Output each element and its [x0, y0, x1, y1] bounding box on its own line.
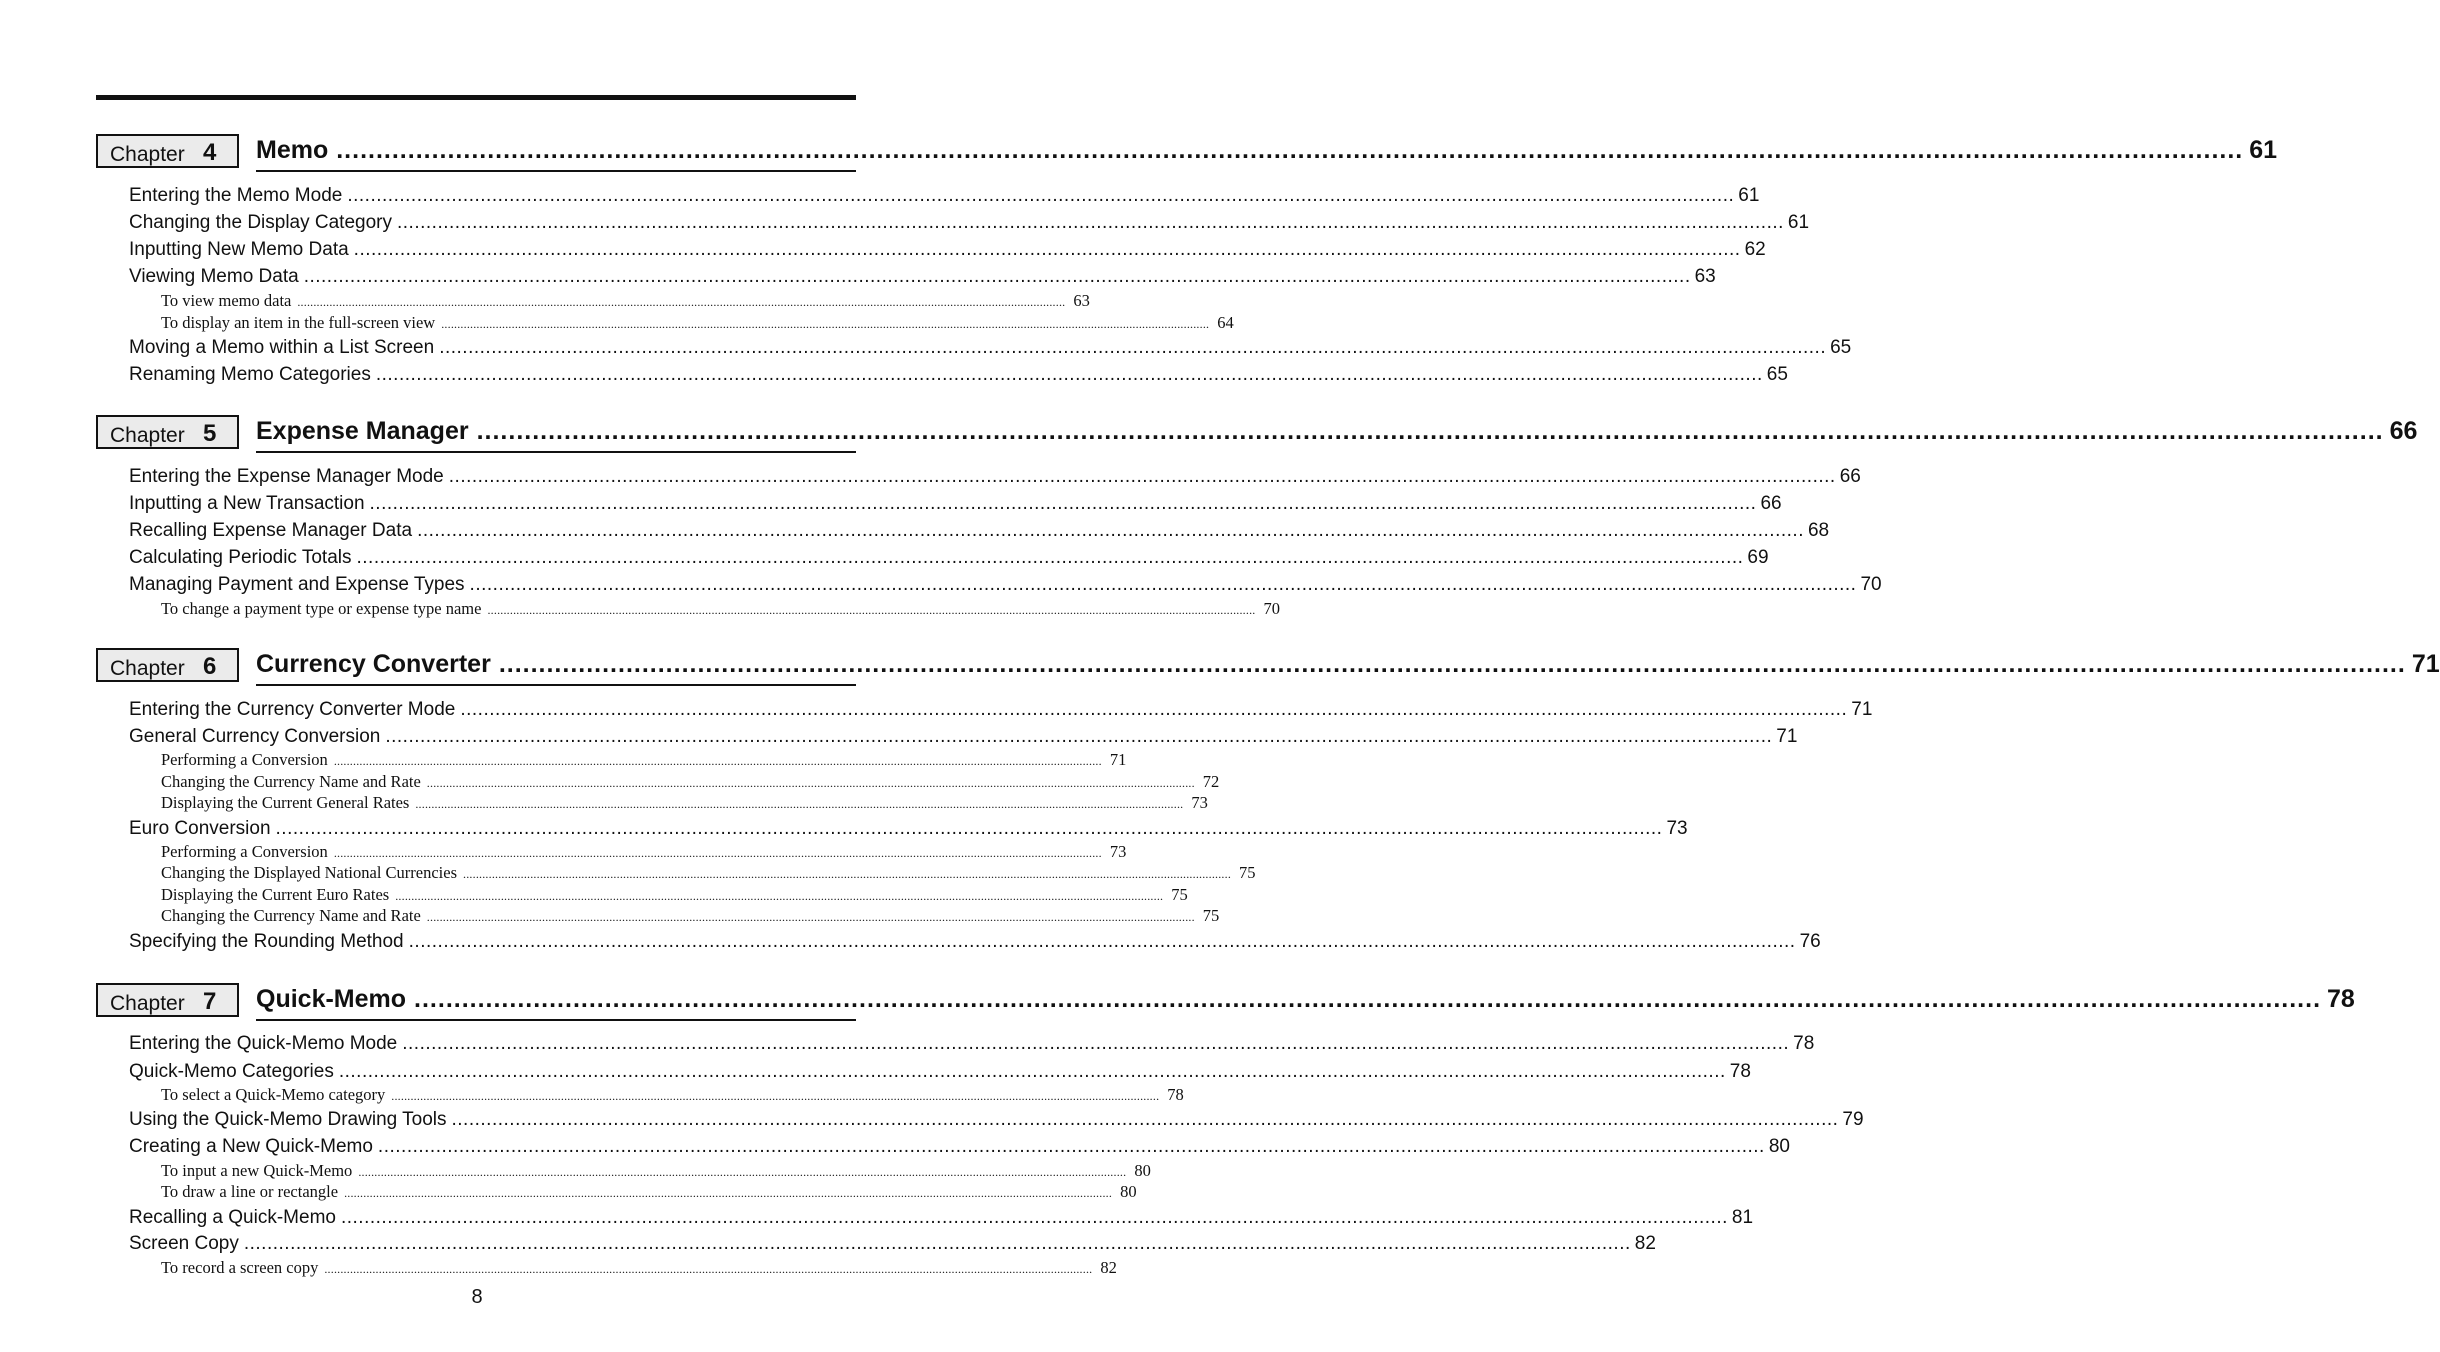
- dot-leader: ................................................................................................................................................................................................................................................: [402, 1033, 1790, 1054]
- chapter-title-row[interactable]: [256, 417, 2418, 453]
- entry-page: 71: [1776, 726, 1798, 747]
- dot-leader: ................................................................................................................................................................................................................................................: [324, 1262, 1093, 1276]
- entry-page: 72: [1202, 772, 1220, 791]
- entry-label: Entering the Expense Manager Mode: [129, 466, 444, 487]
- toc-entry[interactable]: [129, 1233, 1656, 1255]
- toc-subentry[interactable]: [161, 793, 1208, 813]
- chapter-6-header: [96, 648, 2440, 688]
- entry-label: Creating a New Quick-Memo: [129, 1136, 373, 1157]
- toc-entry[interactable]: [129, 493, 1782, 515]
- dot-leader: ................................................................................................................................................................................................................................................: [415, 797, 1184, 811]
- entry-page: 75: [1239, 863, 1256, 882]
- entry-page: 64: [1217, 313, 1234, 332]
- dot-leader: ................................................................................................................................................................................................................................................: [439, 337, 1827, 358]
- entry-label: Entering the Memo Mode: [129, 185, 343, 206]
- entry-page: 62: [1744, 239, 1766, 260]
- dot-leader: ................................................................................................................................................................................................................................................: [476, 417, 2384, 445]
- entry-label: Using the Quick-Memo Drawing Tools: [129, 1109, 447, 1130]
- dot-leader: ................................................................................................................................................................................................................................................: [460, 699, 1848, 720]
- entry-page: 61: [1787, 212, 1810, 233]
- dot-leader: ................................................................................................................................................................................................................................................: [243, 1233, 1631, 1254]
- entry-page: 78: [1167, 1085, 1184, 1104]
- entry-label: Performing a Conversion: [161, 842, 328, 861]
- entry-page: 80: [1120, 1182, 1137, 1201]
- dot-leader: ................................................................................................................................................................................................................................................: [391, 1089, 1160, 1103]
- entry-label: Quick-Memo Categories: [129, 1061, 334, 1082]
- dot-leader: ................................................................................................................................................................................................................................................: [397, 212, 1784, 233]
- dot-leader: ................................................................................................................................................................................................................................................: [336, 136, 2244, 164]
- entry-label: Managing Payment and Expense Types: [129, 574, 465, 595]
- chapter-label-box: [96, 415, 239, 449]
- entry-label: Renaming Memo Categories: [129, 364, 371, 385]
- entry-label: Viewing Memo Data: [129, 266, 299, 287]
- toc-entry[interactable]: [129, 726, 1798, 748]
- entry-label: To view memo data: [161, 291, 292, 310]
- toc-entry[interactable]: [129, 185, 1760, 207]
- toc-entry[interactable]: [129, 547, 1769, 569]
- toc-subentry[interactable]: [161, 772, 1220, 792]
- entry-label: Recalling Expense Manager Data: [129, 520, 413, 541]
- toc-subentry[interactable]: [161, 313, 1234, 333]
- entry-label: To input a new Quick-Memo: [161, 1161, 353, 1180]
- toc-subentry[interactable]: [161, 750, 1127, 770]
- entry-page: 76: [1799, 931, 1821, 952]
- chapter-label-box: [96, 983, 239, 1017]
- chapter-page: 61: [2249, 136, 2278, 164]
- toc-subentry[interactable]: [161, 863, 1256, 883]
- entry-page: 82: [1634, 1233, 1656, 1254]
- toc-subentry[interactable]: [161, 1258, 1117, 1278]
- entry-page: 65: [1830, 337, 1852, 358]
- entry-label: Recalling a Quick-Memo: [129, 1207, 336, 1228]
- toc-entry[interactable]: [129, 337, 1852, 359]
- entry-label: Calculating Periodic Totals: [129, 547, 352, 568]
- entry-page: 68: [1807, 520, 1830, 541]
- dot-leader: ................................................................................................................................................................................................................................................: [487, 603, 1256, 617]
- chapter-title: Memo: [256, 136, 329, 164]
- entry-label: Screen Copy: [129, 1233, 239, 1254]
- dot-leader: ................................................................................................................................................................................................................................................: [417, 520, 1804, 541]
- chapter-label-box: [96, 134, 239, 168]
- entry-label: Displaying the Current Euro Rates: [161, 885, 390, 904]
- toc-subentry[interactable]: [161, 291, 1090, 311]
- entry-page: 63: [1073, 291, 1090, 310]
- toc-subentry[interactable]: [161, 842, 1127, 862]
- entry-page: 80: [1134, 1161, 1151, 1180]
- entry-label: To display an item in the full-screen view: [161, 313, 436, 332]
- toc-subentry[interactable]: [161, 1182, 1137, 1202]
- chapter-title-row[interactable]: [256, 650, 2440, 686]
- toc-subentry[interactable]: [161, 906, 1220, 926]
- dot-leader: ................................................................................................................................................................................................................................................: [297, 295, 1066, 309]
- entry-page: 78: [1729, 1061, 1751, 1082]
- chapter-word: Chapter: [110, 424, 185, 447]
- dot-leader: ................................................................................................................................................................................................................................................: [448, 466, 1836, 487]
- dot-leader: ................................................................................................................................................................................................................................................: [426, 776, 1195, 790]
- dot-leader: ................................................................................................................................................................................................................................................: [408, 931, 1796, 952]
- entry-page: 65: [1766, 364, 1788, 385]
- chapter-word: Chapter: [110, 143, 185, 166]
- dot-leader: ................................................................................................................................................................................................................................................: [463, 867, 1232, 881]
- entry-label: General Currency Conversion: [129, 726, 381, 747]
- page-number: 8: [471, 1286, 483, 1308]
- dot-leader: ................................................................................................................................................................................................................................................: [333, 846, 1102, 860]
- entry-label: Inputting a New Transaction: [129, 493, 365, 514]
- chapter-4-header: [96, 134, 2278, 174]
- dot-leader: ................................................................................................................................................................................................................................................: [375, 364, 1763, 385]
- entry-label: Changing the Currency Name and Rate: [161, 906, 421, 925]
- entry-page: 63: [1694, 266, 1716, 287]
- chapter-page: 78: [2327, 985, 2355, 1013]
- dot-leader: ................................................................................................................................................................................................................................................: [347, 185, 1735, 206]
- toc-entry[interactable]: [129, 931, 1821, 953]
- toc-subentry[interactable]: [161, 1085, 1184, 1105]
- entry-label: Entering the Currency Converter Mode: [129, 699, 456, 720]
- entry-label: To record a screen copy: [161, 1258, 319, 1277]
- entry-label: To select a Quick-Memo category: [161, 1085, 386, 1104]
- entry-page: 73: [1191, 793, 1208, 812]
- entry-page: 79: [1842, 1109, 1864, 1130]
- dot-leader: ................................................................................................................................................................................................................................................: [338, 1061, 1726, 1082]
- dot-leader: ................................................................................................................................................................................................................................................: [414, 985, 2322, 1013]
- chapter-label-box: [96, 648, 239, 682]
- dot-leader: ................................................................................................................................................................................................................................................: [469, 574, 1857, 595]
- top-rule: [96, 95, 856, 100]
- entry-page: 78: [1793, 1033, 1815, 1054]
- chapter-title: Quick-Memo: [256, 985, 407, 1013]
- chapter-page: 71: [2411, 650, 2440, 678]
- entry-label: Moving a Memo within a List Screen: [129, 337, 435, 358]
- entry-page: 70: [1263, 599, 1280, 618]
- chapter-number: 6: [203, 653, 217, 680]
- dot-leader: ................................................................................................................................................................................................................................................: [377, 1136, 1765, 1157]
- toc-entry[interactable]: [129, 818, 1688, 840]
- toc-entry[interactable]: [129, 1207, 1754, 1229]
- entry-page: 75: [1202, 906, 1220, 925]
- chapter-title-row[interactable]: [256, 136, 2278, 172]
- entry-label: Inputting New Memo Data: [129, 239, 349, 260]
- entry-page: 81: [1731, 1207, 1754, 1228]
- entry-page: 82: [1100, 1258, 1117, 1277]
- entry-label: Performing a Conversion: [161, 750, 328, 769]
- entry-label: Displaying the Current General Rates: [161, 793, 410, 812]
- entry-label: To change a payment type or expense type name: [161, 599, 482, 618]
- entry-label: Specifying the Rounding Method: [129, 931, 404, 952]
- chapter-page: 66: [2389, 417, 2418, 445]
- toc-entry[interactable]: [129, 239, 1766, 261]
- toc-subentry[interactable]: [161, 1161, 1151, 1181]
- chapter-title-row[interactable]: [256, 985, 2355, 1021]
- chapter-word: Chapter: [110, 992, 185, 1015]
- entry-label: Changing the Currency Name and Rate: [161, 772, 421, 791]
- dot-leader: ................................................................................................................................................................................................................................................: [340, 1207, 1728, 1228]
- chapter-7-header: [96, 983, 2355, 1023]
- toc-entry[interactable]: [129, 1061, 1751, 1083]
- chapter-number: 4: [203, 139, 217, 166]
- toc-entry[interactable]: [129, 466, 1861, 488]
- dot-leader: ................................................................................................................................................................................................................................................: [498, 650, 2406, 678]
- toc-entry[interactable]: [129, 364, 1788, 386]
- dot-leader: ................................................................................................................................................................................................................................................: [333, 754, 1102, 768]
- chapter-number: 5: [203, 420, 217, 447]
- dot-leader: ................................................................................................................................................................................................................................................: [344, 1186, 1113, 1200]
- toc-subentry[interactable]: [161, 599, 1280, 619]
- dot-leader: ................................................................................................................................................................................................................................................: [426, 910, 1195, 924]
- entry-page: 70: [1860, 574, 1882, 595]
- entry-page: 75: [1171, 885, 1188, 904]
- toc-entry[interactable]: [129, 1109, 1864, 1131]
- entry-label: Euro Conversion: [129, 818, 271, 839]
- entry-page: 66: [1839, 466, 1861, 487]
- chapter-title: Currency Converter: [256, 650, 491, 678]
- toc-entry[interactable]: [129, 266, 1716, 288]
- entry-label: To draw a line or rectangle: [161, 1182, 339, 1201]
- toc-subentry[interactable]: [161, 885, 1188, 905]
- entry-page: 73: [1666, 818, 1688, 839]
- dot-leader: ................................................................................................................................................................................................................................................: [395, 889, 1164, 903]
- entry-page: 71: [1109, 750, 1127, 769]
- toc-entry[interactable]: [129, 574, 1882, 596]
- entry-label: Changing the Display Category: [129, 212, 392, 233]
- entry-label: Changing the Displayed National Currencies: [161, 863, 458, 882]
- dot-leader: ................................................................................................................................................................................................................................................: [385, 726, 1773, 747]
- toc-entry[interactable]: [129, 1033, 1815, 1055]
- dot-leader: ................................................................................................................................................................................................................................................: [441, 317, 1210, 331]
- entry-page: 73: [1109, 842, 1127, 861]
- entry-page: 69: [1747, 547, 1769, 568]
- chapter-title: Expense Manager: [256, 417, 469, 445]
- entry-page: 80: [1768, 1136, 1790, 1157]
- toc-entry[interactable]: [129, 699, 1873, 721]
- dot-leader: ................................................................................................................................................................................................................................................: [451, 1109, 1839, 1130]
- dot-leader: ................................................................................................................................................................................................................................................: [356, 547, 1744, 568]
- chapter-5-header: [96, 415, 2418, 455]
- toc-entry[interactable]: [129, 212, 1810, 234]
- toc-entry[interactable]: [129, 1136, 1790, 1158]
- dot-leader: ................................................................................................................................................................................................................................................: [369, 493, 1757, 514]
- toc-entry[interactable]: [129, 520, 1830, 542]
- dot-leader: ................................................................................................................................................................................................................................................: [303, 266, 1691, 287]
- chapter-word: Chapter: [110, 657, 185, 680]
- dot-leader: ................................................................................................................................................................................................................................................: [275, 818, 1663, 839]
- entry-page: 61: [1738, 185, 1760, 206]
- dot-leader: ................................................................................................................................................................................................................................................: [353, 239, 1741, 260]
- entry-label: Entering the Quick-Memo Mode: [129, 1033, 398, 1054]
- chapter-number: 7: [203, 988, 217, 1015]
- entry-page: 66: [1760, 493, 1782, 514]
- entry-page: 71: [1851, 699, 1873, 720]
- dot-leader: ................................................................................................................................................................................................................................................: [358, 1165, 1127, 1179]
